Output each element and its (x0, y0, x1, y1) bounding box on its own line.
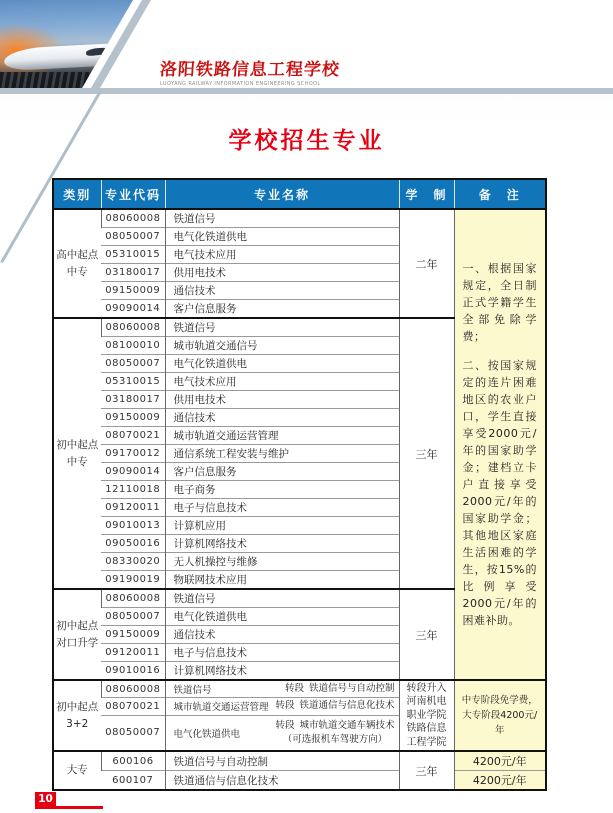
cell-name: 铁道通信与信息化技术 (165, 771, 399, 791)
cell-code: 09150009 (101, 282, 165, 300)
cell-duration: 三年 (399, 751, 454, 790)
col-header-duration: 学 制 (399, 179, 454, 209)
cell-name: 铁道信号 (165, 589, 399, 608)
cell-category: 高中起点中专 (53, 209, 101, 318)
cell-name (165, 680, 399, 698)
cell-tuition: 4200元/年 (454, 771, 546, 791)
header-divider-bar (0, 88, 613, 94)
transfer-target-note: （可选报机车驾驶方向） (282, 733, 388, 745)
cell-name: 电气技术应用 (165, 246, 399, 264)
cell-name: 电子与信息技术 (165, 644, 399, 662)
cell-name: 通信技术 (165, 626, 399, 644)
cell-code: 05310015 (101, 373, 165, 391)
table-header-row (53, 179, 546, 209)
cell-duration: 转段升入河南机电职业学院铁路信息工程学院 (399, 680, 454, 751)
cell-category: 初中起点中专 (53, 318, 101, 589)
cell-name: 铁道信号 (165, 318, 399, 337)
school-logo (160, 55, 340, 87)
cell-code: 08330020 (101, 553, 165, 571)
cell-code: 12110018 (101, 481, 165, 499)
cell-tuition: 4200元/年 (454, 751, 546, 771)
railway-tracks-graphic (0, 72, 130, 88)
cell-code: 09010013 (101, 517, 165, 535)
cell-code: 09170012 (101, 445, 165, 463)
cell-remarks: 中专阶段免学费，大专阶段4200元/年 (454, 680, 546, 751)
cell-name: 通信技术 (165, 409, 399, 427)
cell-code: 03180017 (101, 264, 165, 282)
col-header-remarks: 备 注 (454, 179, 546, 209)
cell-code: 05310015 (101, 246, 165, 264)
cell-code: 08050007 (101, 228, 165, 246)
cell-name: 铁道信号与自动控制 (165, 751, 399, 771)
cell-code: 600106 (101, 751, 165, 771)
cell-name: 通信系统工程安装与维护 (165, 445, 399, 463)
table-row (53, 680, 546, 698)
cell-name: 计算机网络技术 (165, 535, 399, 553)
transfer-target (285, 682, 395, 696)
cell-name: 计算机应用 (165, 517, 399, 535)
col-header-major-name: 专业名称 (165, 179, 399, 209)
school-name-english: LUOYANG RAILWAY INFORMATION ENGINEERING SCHOOL (160, 81, 321, 87)
cell-category: 初中起点对口升学 (53, 589, 101, 680)
cell-code: 08050007 (101, 355, 165, 373)
cell-code: 09090014 (101, 463, 165, 481)
cell-code: 09190019 (101, 571, 165, 590)
cell-duration: 二年 (399, 209, 454, 318)
cell-name: 电气化铁道供电 (165, 355, 399, 373)
cell-name: 客户信息服务 (165, 300, 399, 319)
cell-name (165, 715, 399, 751)
major-name: 城市轨道交通运营管理 (173, 702, 269, 714)
cell-name: 通信技术 (165, 282, 399, 300)
page-number-underline (35, 806, 103, 809)
cell-remarks (454, 209, 546, 680)
cell-name: 电子与信息技术 (165, 499, 399, 517)
transfer-label: 转段 (275, 700, 295, 712)
cell-name: 客户信息服务 (165, 463, 399, 481)
col-header-major-code: 专业代码 (101, 179, 165, 209)
transfer-target-name: 铁道信号与自动控制 (308, 683, 395, 694)
page-number: 10 (35, 792, 56, 806)
table-row (53, 771, 546, 791)
cell-duration: 三年 (399, 589, 454, 680)
transfer-label: 转段 (275, 719, 295, 731)
table-row (53, 751, 546, 771)
cell-code: 09120011 (101, 644, 165, 662)
remark-paragraph-1: 一、根据国家规定，全日制正式学籍学生全部免除学费； (462, 261, 537, 343)
cell-code: 08100010 (101, 337, 165, 355)
cell-name: 物联网技术应用 (165, 571, 399, 590)
cell-name: 铁道信号 (165, 209, 399, 228)
cell-code: 08050007 (101, 608, 165, 626)
cell-name: 供用电技术 (165, 264, 399, 282)
cell-code: 600107 (101, 771, 165, 791)
cell-code: 08060008 (101, 318, 165, 337)
cell-name (165, 698, 399, 715)
major-name: 电气化铁道供电 (173, 728, 241, 740)
cell-code: 09010016 (101, 662, 165, 681)
cell-category: 初中起点3+2 (53, 680, 101, 751)
remark-paragraph-2: 二、按国家规定的连片困难地区的农业户口，学生直接享受2000元/年的国家助学金；建档立卡户直接享受2000元/年的国家助学金；其他地区家庭生活困难的学生，按15%的比例享受2000元/年的困难补助。 (462, 358, 537, 628)
cell-name: 电气技术应用 (165, 373, 399, 391)
cell-code: 09120011 (101, 499, 165, 517)
cell-code: 08060008 (101, 589, 165, 608)
cell-code: 08050007 (101, 715, 165, 751)
col-header-category: 类别 (53, 179, 101, 209)
enrollment-majors-table (52, 178, 547, 791)
cell-code: 03180017 (101, 391, 165, 409)
table-row (53, 209, 546, 228)
cell-name: 电子商务 (165, 481, 399, 499)
page-header (0, 0, 613, 88)
transfer-target-name: 铁道通信与信息化技术 (299, 700, 395, 712)
transfer-label: 转段 (284, 683, 304, 694)
cell-code: 09150009 (101, 626, 165, 644)
cell-duration: 三年 (399, 318, 454, 589)
cell-name: 电气化铁道供电 (165, 608, 399, 626)
cell-code: 08060008 (101, 209, 165, 228)
transfer-target (275, 699, 394, 713)
cell-code: 09050016 (101, 535, 165, 553)
cell-category: 大专 (53, 751, 101, 790)
cell-name: 供用电技术 (165, 391, 399, 409)
cell-code: 09150009 (101, 409, 165, 427)
page-title: 学校招生专业 (228, 128, 385, 154)
cell-name: 城市轨道交通信号 (165, 337, 399, 355)
cell-name: 城市轨道交通运营管理 (165, 427, 399, 445)
school-name: 洛阳铁路信息工程学校 (159, 60, 341, 80)
cell-name: 计算机网络技术 (165, 662, 399, 681)
transfer-target (275, 719, 394, 748)
cell-code: 08060008 (101, 680, 165, 698)
cell-name: 电气化铁道供电 (165, 228, 399, 246)
cell-code: 08070021 (101, 427, 165, 445)
major-name: 铁道信号 (173, 685, 212, 697)
cell-code: 08070021 (101, 698, 165, 715)
cell-name: 无人机操控与维修 (165, 553, 399, 571)
cell-code: 09090014 (101, 300, 165, 319)
transfer-target-name: 城市轨道交通车辆技术 (299, 719, 395, 731)
